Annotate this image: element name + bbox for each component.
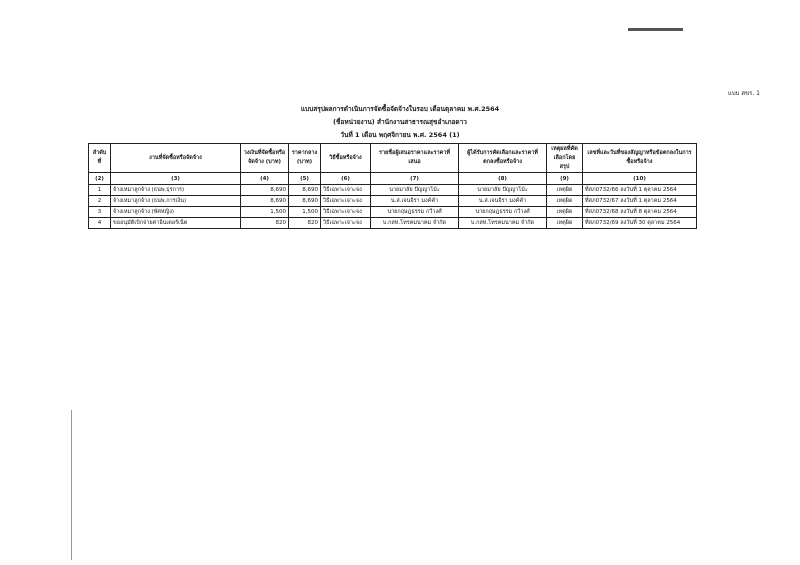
cell-method: วิธีเฉพาะเจาะจง bbox=[321, 218, 371, 229]
cell-item: ขออนุมัติเบิกจ่ายค่าอินเตอร์เน็ต bbox=[111, 218, 241, 229]
index-cell: (5) bbox=[289, 173, 321, 185]
index-cell: (2) bbox=[89, 173, 111, 185]
cell-reason: เหตุผิด bbox=[547, 196, 583, 207]
report-title: แบบสรุปผลการดำเนินการจัดซื้อจัดจ้างในรอบ เดือนตุลาคม พ.ศ.2564 bbox=[300, 105, 500, 113]
cell-winner: นายกฤษฎธรรม กวีวงศ์ bbox=[459, 207, 547, 218]
header-method: วิธีซื้อหรือจ้าง bbox=[321, 144, 371, 173]
agency-name: (ชื่อหน่วยงาน) สำนักงานสาธารณสุขอำเภอดาว bbox=[333, 118, 467, 126]
cell-contract: ที่สภ0732/67 ลงวันที่ 1 ตุลาคม 2564 bbox=[583, 196, 697, 207]
header-item: งานที่จัดซื้อหรือจัดจ้าง bbox=[111, 144, 241, 173]
cell-no: 1 bbox=[89, 185, 111, 196]
scan-artifact-line bbox=[628, 28, 683, 31]
cell-budget: 1,500 bbox=[241, 207, 289, 218]
header-bidders: รายชื่อผู้เสนอราคาและราคาที่เสนอ bbox=[371, 144, 459, 173]
index-row bbox=[89, 173, 697, 185]
cell-no: 3 bbox=[89, 207, 111, 218]
cell-winner: น.ส.เจนจิรา มงค์คำ bbox=[459, 196, 547, 207]
cell-median: 8,690 bbox=[289, 185, 321, 196]
cell-contract: ที่สภ0732/68 ลงวันที่ 8 ตุลาคม 2564 bbox=[583, 207, 697, 218]
cell-no: 4 bbox=[89, 218, 111, 229]
header-budget: วงเงินที่จัดซื้อหรือจัดจ้าง (บาท) bbox=[241, 144, 289, 173]
cell-method: วิธีเฉพาะเจาะจง bbox=[321, 185, 371, 196]
cell-bidder: บ.กสท.โทรคมนาคม จำกัด bbox=[371, 218, 459, 229]
procurement-table bbox=[88, 143, 697, 229]
cell-no: 2 bbox=[89, 196, 111, 207]
index-cell: (8) bbox=[459, 173, 547, 185]
cell-method: วิธีเฉพาะเจาะจง bbox=[321, 196, 371, 207]
table-row bbox=[89, 196, 697, 207]
header-no: ลำดับที่ bbox=[89, 144, 111, 173]
cell-bidder: นายกฤษฎธรรม กวีวงศ์ bbox=[371, 207, 459, 218]
cell-contract: ที่สภ0732/69 ลงวันที่ 30 ตุลาคม 2564 bbox=[583, 218, 697, 229]
index-cell: (3) bbox=[111, 173, 241, 185]
report-date: วันที่ 1 เดือน พฤศจิกายน พ.ศ. 2564 (1) bbox=[340, 131, 460, 139]
header-row bbox=[89, 144, 697, 173]
scan-margin-line bbox=[71, 410, 72, 560]
cell-winner: นายมาลัย ปัญญาโม้ะ bbox=[459, 185, 547, 196]
cell-median: 1,500 bbox=[289, 207, 321, 218]
table-row bbox=[89, 207, 697, 218]
cell-item: จ้างเหมาลูกจ้าง (ธนพ.ธุรการ) bbox=[111, 185, 241, 196]
cell-budget: 8,690 bbox=[241, 185, 289, 196]
index-cell: (10) bbox=[583, 173, 697, 185]
header-winner: ผู้ได้รับการคัดเลือกและราคาที่ตกลงซื้อหรือจ้าง bbox=[459, 144, 547, 173]
cell-median: 8,690 bbox=[289, 196, 321, 207]
cell-item: จ้างเหมาลูกจ้าง (พัศหญิง) bbox=[111, 207, 241, 218]
table-row bbox=[89, 218, 697, 229]
cell-reason: เหตุผิด bbox=[547, 218, 583, 229]
header-reason: เหตุผลที่คัดเลือกโดยสรุป bbox=[547, 144, 583, 173]
cell-item: จ้างเหมาลูกจ้าง (ธนพ.การเงิน) bbox=[111, 196, 241, 207]
cell-median: 820 bbox=[289, 218, 321, 229]
cell-method: วิธีเฉพาะเจาะจง bbox=[321, 207, 371, 218]
cell-budget: 820 bbox=[241, 218, 289, 229]
cell-bidder: น.ส.เจนจิรา มงค์คำ bbox=[371, 196, 459, 207]
index-cell: (9) bbox=[547, 173, 583, 185]
cell-reason: เหตุผิด bbox=[547, 207, 583, 218]
cell-budget: 8,690 bbox=[241, 196, 289, 207]
index-cell: (4) bbox=[241, 173, 289, 185]
cell-contract: ที่สภ0732/66 ลงวันที่ 1 ตุลาคม 2564 bbox=[583, 185, 697, 196]
cell-winner: บ.กสท.โทรคมนาคม จำกัด bbox=[459, 218, 547, 229]
index-cell: (6) bbox=[321, 173, 371, 185]
form-code: แบบ สขร. 1 bbox=[727, 90, 760, 97]
header-median-price: ราคากลาง (บาท) bbox=[289, 144, 321, 173]
cell-reason: เหตุผิด bbox=[547, 185, 583, 196]
table-row bbox=[89, 185, 697, 196]
header-contract: เลขที่และวันที่ของสัญญาหรือข้อตกลงในการซื้อหรือจ้าง bbox=[583, 144, 697, 173]
cell-bidder: นายมาลัย ปัญญาโม้ะ bbox=[371, 185, 459, 196]
index-cell: (7) bbox=[371, 173, 459, 185]
